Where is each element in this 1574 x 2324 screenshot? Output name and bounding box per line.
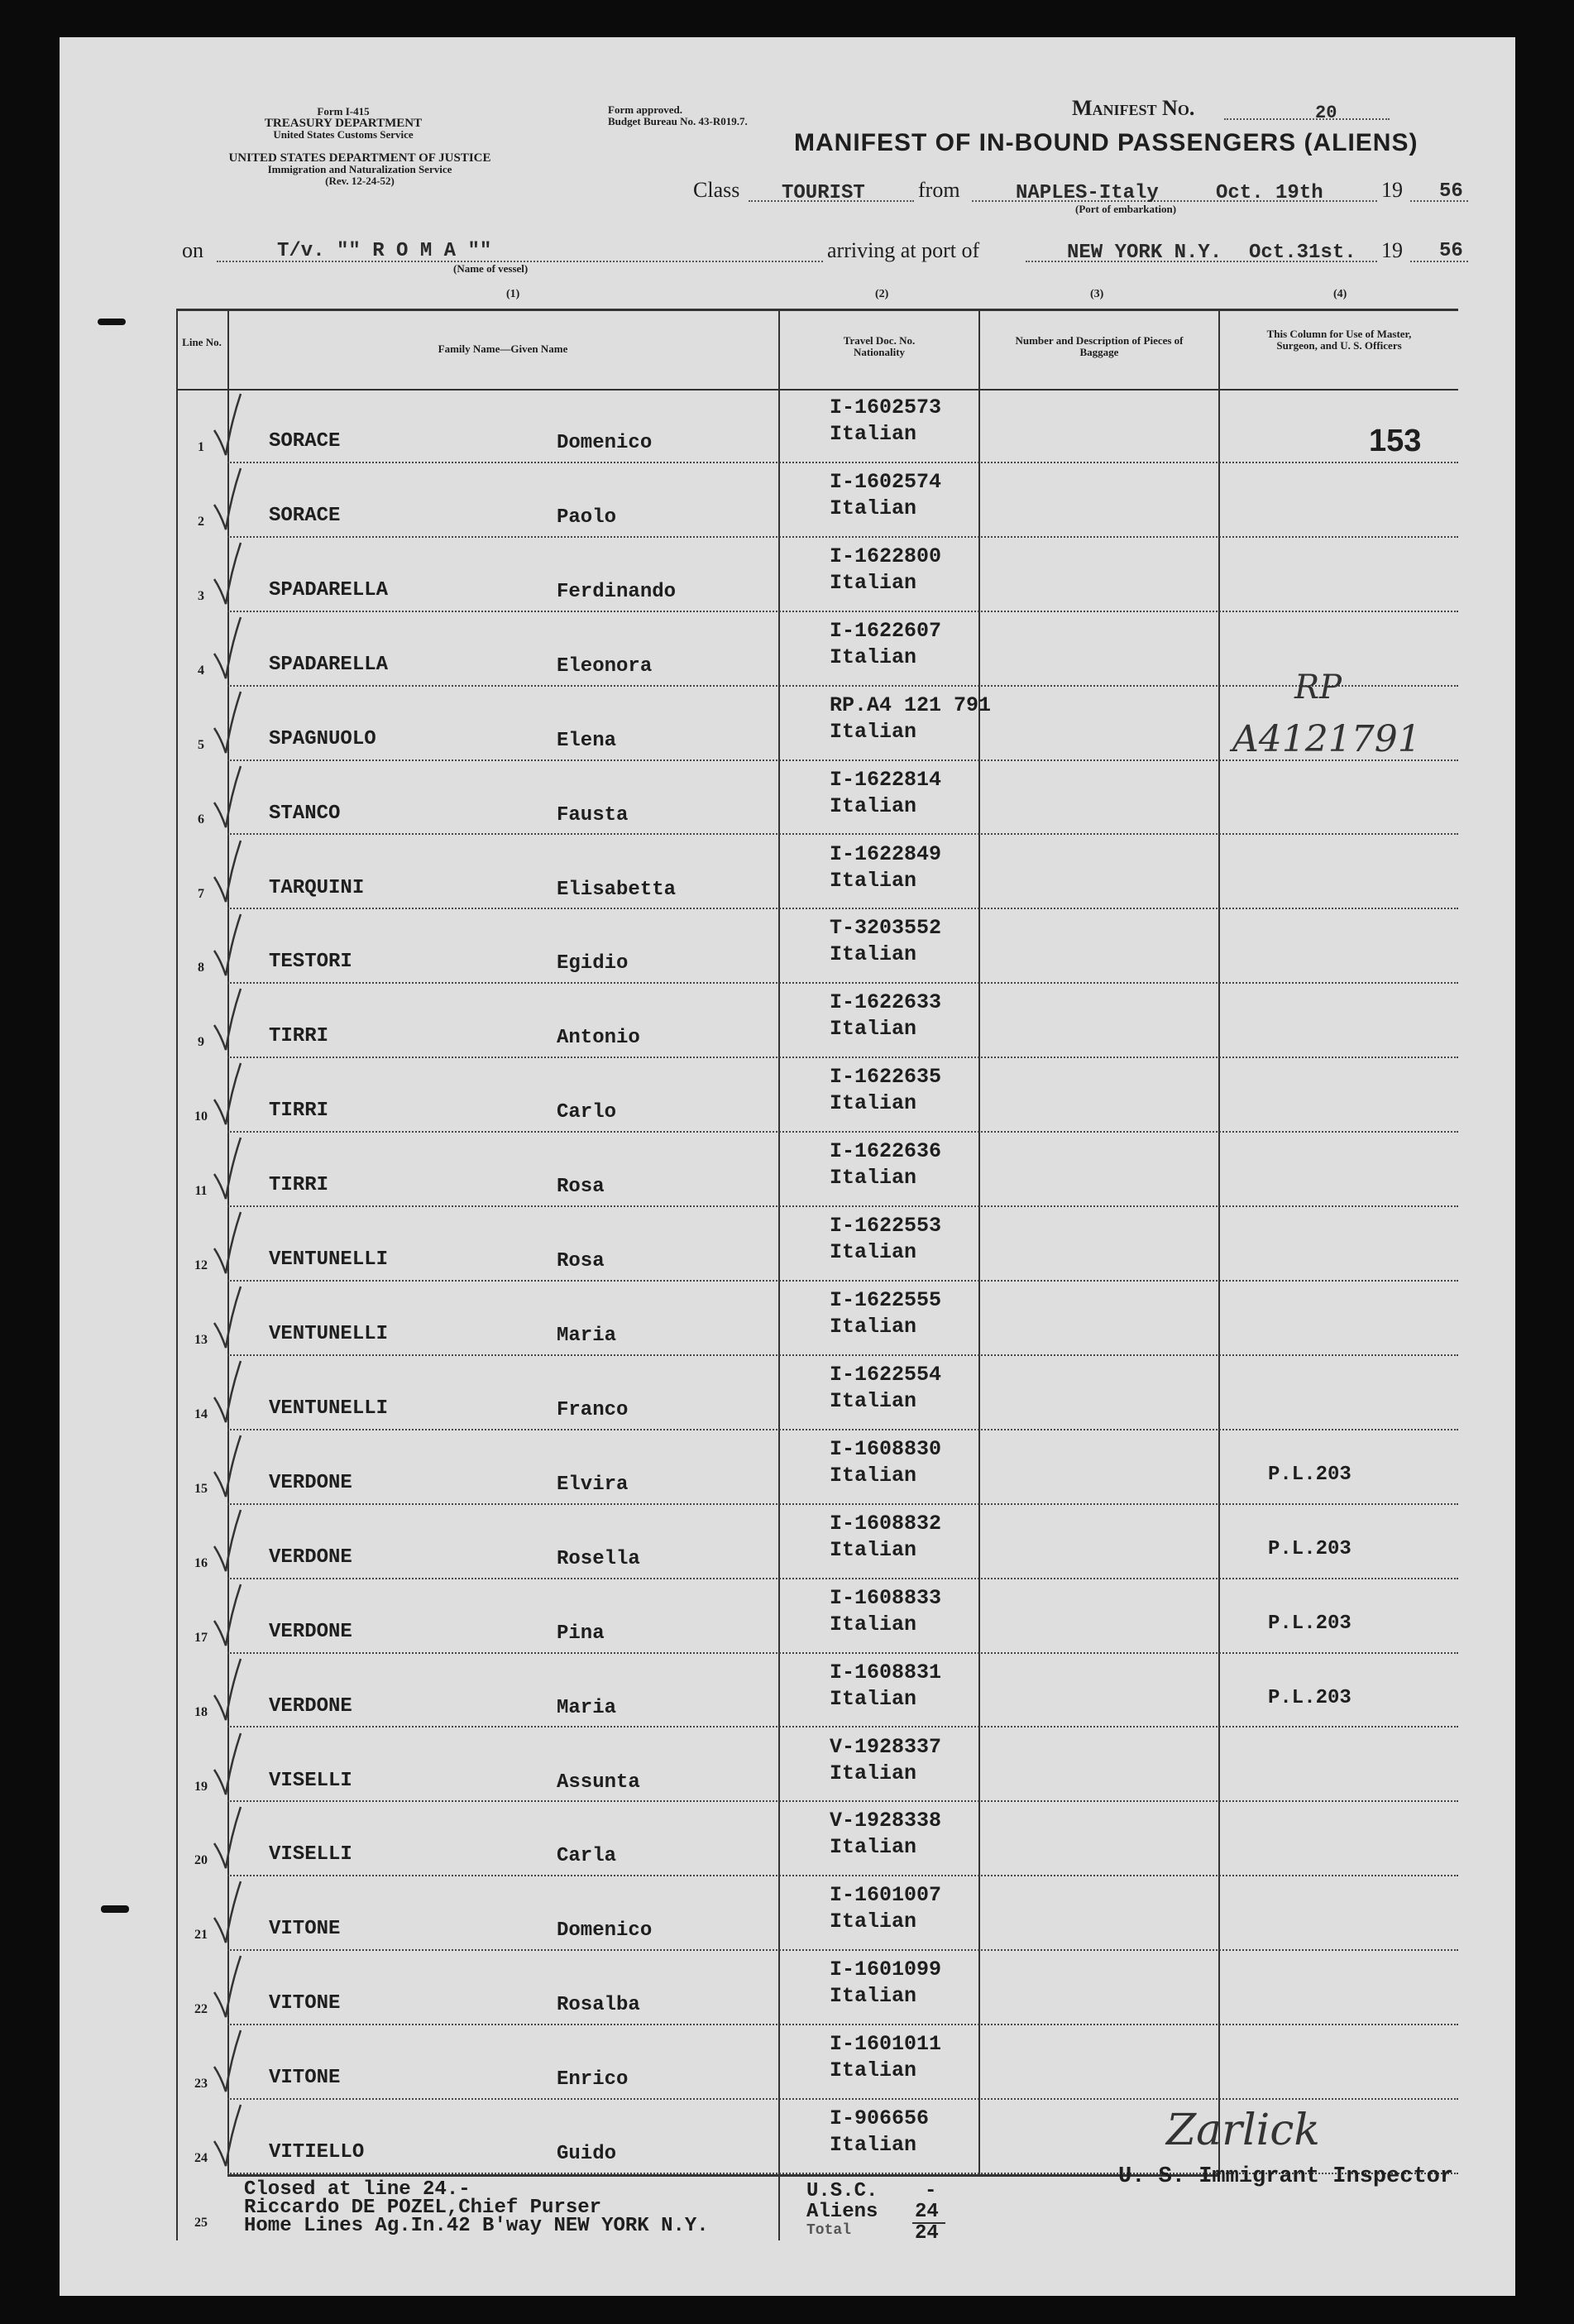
footer-total-label: Total: [806, 2222, 852, 2239]
row-line-number: 21: [194, 1928, 208, 1943]
row-travel-doc: I-1622553: [830, 1214, 942, 1239]
row-family-name: VENTUNELLI: [269, 1248, 389, 1272]
budget-bureau: Budget Bureau No. 43-R019.7.: [608, 115, 748, 127]
year2-label: 19: [1381, 238, 1403, 262]
row-travel-doc: V-1928338: [830, 1809, 942, 1833]
customs-service: United States Customs Service: [273, 128, 414, 141]
arriving-date: Oct.31st.: [1249, 242, 1356, 264]
footer-company: Home Lines Ag.In.42 B'way NEW YORK N.Y.: [244, 2215, 709, 2237]
footer-usc-value: -: [925, 2180, 937, 2202]
from-value: NAPLES-Italy: [1016, 182, 1159, 204]
row-line-number: 6: [198, 812, 204, 827]
th-baggage: Number and Description of Pieces of Baggage: [1015, 334, 1184, 358]
row-travel-doc: T-3203552: [830, 916, 942, 941]
row-family-name: SPAGNUOLO: [269, 727, 376, 750]
row-nationality: Italian: [830, 1388, 917, 1413]
row-line-number: 23: [194, 2077, 208, 2092]
row-given-name: Assunta: [557, 1771, 640, 1794]
col-num-3: (3): [1090, 288, 1104, 300]
row-line-number: 12: [194, 1258, 208, 1273]
row-given-name: Domenico: [557, 432, 653, 454]
year2-value: 56: [1439, 240, 1463, 262]
row-given-name: Carlo: [557, 1101, 617, 1124]
manifest-table: [176, 309, 1458, 2245]
row-nationality: Italian: [830, 1835, 917, 1860]
row-given-name: Maria: [557, 1325, 617, 1347]
row-given-name: Carla: [557, 1845, 617, 1868]
footer-closed: Closed at line 24.-: [244, 2178, 471, 2201]
manifest-title: MANIFEST OF IN-BOUND PASSENGERS (ALIENS): [794, 129, 1419, 156]
row-nationality: Italian: [830, 942, 917, 967]
row-family-name: VITONE: [269, 1918, 341, 1941]
class-label: Class: [693, 178, 740, 202]
row-nationality: Italian: [830, 1315, 917, 1339]
row-given-name: Elena: [557, 729, 617, 752]
table-row: [176, 1728, 1458, 1803]
table-row: [176, 1802, 1458, 1876]
row-travel-doc: I-1622800: [830, 544, 942, 568]
from-date: Oct. 19th: [1216, 182, 1323, 204]
row-travel-doc: I-1601007: [830, 1883, 942, 1908]
table-row: [176, 1876, 1458, 1951]
table-row: [176, 1058, 1458, 1133]
row-travel-doc: I-1622633: [830, 990, 942, 1015]
footer-usc-label: U.S.C.: [806, 2180, 878, 2202]
row-line-number: 1: [198, 440, 204, 454]
row-family-name: VITONE: [269, 2067, 341, 2090]
row-nationality: Italian: [830, 1017, 917, 1042]
row-travel-doc: V-1928337: [830, 1734, 942, 1759]
row-nationality: Italian: [830, 422, 917, 446]
row-family-name: SORACE: [269, 430, 341, 453]
row-given-name: Maria: [557, 1696, 617, 1719]
handwritten-rp: RP: [1294, 668, 1342, 707]
row-travel-doc: I-1622635: [830, 1065, 942, 1090]
row-family-name: VENTUNELLI: [269, 1397, 389, 1420]
row-line-number: 10: [194, 1109, 208, 1124]
footer-total-value: 24: [915, 2222, 939, 2245]
row-travel-doc: I-1608832: [830, 1511, 942, 1536]
row-travel-doc: I-1622555: [830, 1288, 942, 1312]
table-row: [176, 538, 1458, 612]
form-number: Form I-415: [317, 105, 370, 117]
row-family-name: VITONE: [269, 1992, 341, 2015]
inspector-label: U. S. Immigrant Inspector: [1118, 2164, 1454, 2189]
th-officers: This Column for Use of Master, Surgeon, and U. S. Officers: [1266, 328, 1412, 352]
row-family-name: VITIELLO: [269, 2141, 365, 2164]
port-embark-note: (Port of embarkation): [1075, 203, 1177, 215]
row-line-number: 16: [194, 1555, 208, 1570]
row-officer-note: P.L.203: [1268, 1612, 1352, 1635]
row-travel-doc: I-1601099: [830, 1957, 942, 1982]
handwritten-alien-number: A4121791: [1232, 718, 1421, 760]
table-row: [176, 1356, 1458, 1430]
col-num-2: (2): [875, 288, 889, 300]
row-given-name: Pina: [557, 1622, 605, 1645]
class-value: TOURIST: [782, 182, 865, 204]
th-travel-doc: Travel Doc. No. Nationality: [843, 334, 916, 358]
row-family-name: SPADARELLA: [269, 653, 389, 676]
row-family-name: TIRRI: [269, 1025, 329, 1048]
row-travel-doc: I-1608833: [830, 1585, 942, 1610]
table-row: [176, 1579, 1458, 1654]
row-family-name: VISELLI: [269, 1769, 352, 1792]
inspector-signature: Zarlick: [1166, 2106, 1320, 2155]
arriving-label: arriving at port of: [827, 238, 980, 262]
row-given-name: Guido: [557, 2143, 617, 2166]
row-officer-note: P.L.203: [1268, 1686, 1352, 1709]
row-nationality: Italian: [830, 2058, 917, 2083]
row-nationality: Italian: [830, 1984, 917, 2009]
row-nationality: Italian: [830, 868, 917, 893]
row-travel-doc: I-1622636: [830, 1139, 942, 1164]
row-given-name: Elisabetta: [557, 878, 677, 901]
col-num-1: (1): [506, 288, 520, 300]
row-line-number: 11: [194, 1184, 208, 1199]
from-label: from: [918, 178, 960, 202]
row-family-name: VERDONE: [269, 1545, 352, 1569]
th-name: Family Name—Given Name: [438, 343, 568, 355]
row-travel-doc: I-1602574: [830, 469, 942, 494]
row-nationality: Italian: [830, 1686, 917, 1711]
row-given-name: Domenico: [557, 1919, 653, 1943]
row-nationality: Italian: [830, 1240, 917, 1265]
row-line-number: 22: [194, 2002, 208, 2017]
row-line-number: 4: [198, 663, 204, 678]
row-travel-doc: I-1622554: [830, 1362, 942, 1387]
row-nationality: Italian: [830, 1091, 917, 1116]
row-given-name: Rosa: [557, 1176, 605, 1199]
vessel-note: (Name of vessel): [453, 262, 529, 275]
row-nationality: Italian: [830, 2133, 917, 2158]
row-given-name: Rosalba: [557, 1994, 640, 2017]
row-given-name: Enrico: [557, 2068, 629, 2092]
row-travel-doc: I-1608831: [830, 1660, 942, 1684]
row-family-name: VERDONE: [269, 1620, 352, 1643]
treasury-dept: TREASURY DEPARTMENT: [264, 117, 423, 130]
row-travel-doc: RP.A4 121 791: [830, 692, 992, 717]
row-family-name: TIRRI: [269, 1174, 329, 1197]
margin-mark: [101, 1905, 129, 1913]
row-given-name: Elvira: [557, 1473, 629, 1496]
count-annotation: 153: [1369, 424, 1422, 458]
row-family-name: SORACE: [269, 504, 341, 527]
row-travel-doc: I-1622814: [830, 767, 942, 792]
table-row: [176, 1133, 1458, 1207]
row-travel-doc: I-1622607: [830, 618, 942, 643]
row-line-number: 9: [198, 1035, 204, 1050]
justice-dept: UNITED STATES DEPARTMENT OF JUSTICE: [228, 151, 491, 165]
row-nationality: Italian: [830, 570, 917, 595]
row-family-name: SPADARELLA: [269, 578, 389, 601]
table-row: [176, 1654, 1458, 1728]
row-line-number: 18: [194, 1704, 208, 1719]
table-row: [176, 836, 1458, 910]
row-family-name: TARQUINI: [269, 876, 365, 899]
row-nationality: Italian: [830, 1166, 917, 1191]
row-nationality: Italian: [830, 1537, 917, 1562]
ins-service: Immigration and Naturalization Service: [267, 163, 452, 175]
table-row: [176, 984, 1458, 1058]
row-given-name: Rosa: [557, 1250, 605, 1273]
table-row: [176, 909, 1458, 984]
row-family-name: TESTORI: [269, 951, 352, 974]
row-line-number: 24: [194, 2151, 208, 2166]
row-given-name: Franco: [557, 1398, 629, 1421]
row-family-name: VERDONE: [269, 1694, 352, 1718]
table-row: [176, 761, 1458, 836]
row-line-number: 14: [194, 1406, 208, 1421]
row-family-name: VISELLI: [269, 1843, 352, 1866]
row-officer-note: P.L.203: [1268, 1463, 1352, 1486]
row-nationality: Italian: [830, 719, 917, 744]
row-family-name: VERDONE: [269, 1471, 352, 1494]
row-travel-doc: I-906656: [830, 2106, 930, 2131]
row-line-number: 2: [198, 514, 204, 529]
row-line-number: 19: [194, 1779, 208, 1794]
row-family-name: STANCO: [269, 802, 341, 825]
year-value: 56: [1439, 180, 1463, 203]
table-row: [176, 612, 1458, 687]
table-row: [176, 463, 1458, 538]
footer-aliens-label: Aliens: [806, 2201, 878, 2223]
footer-aliens-value: 24: [915, 2201, 939, 2223]
margin-mark: [98, 319, 126, 325]
row-nationality: Italian: [830, 496, 917, 520]
row-nationality: Italian: [830, 1910, 917, 1934]
footer-purser: Riccardo DE POZEL,Chief Purser: [244, 2197, 602, 2219]
row-line-number: 8: [198, 961, 204, 975]
arriving-port: NEW YORK N.Y.: [1067, 242, 1222, 264]
row-given-name: Rosella: [557, 1547, 640, 1570]
row-line-number: 17: [194, 1630, 208, 1645]
row-given-name: Paolo: [557, 506, 617, 529]
table-row: [176, 1951, 1458, 2025]
manifest-no-label: Manifest No.: [1072, 96, 1195, 120]
footer-line-no: 25: [194, 2216, 208, 2230]
row-line-number: 5: [198, 737, 204, 752]
table-row: [176, 389, 1458, 463]
row-nationality: Italian: [830, 1463, 917, 1488]
row-line-number: 13: [194, 1333, 208, 1347]
table-row: [176, 1207, 1458, 1282]
row-line-number: 3: [198, 588, 204, 603]
table-row: [176, 1505, 1458, 1579]
row-nationality: Italian: [830, 1612, 917, 1636]
row-nationality: Italian: [830, 1761, 917, 1785]
on-label: on: [182, 238, 203, 262]
revision: (Rev. 12-24-52): [325, 175, 395, 187]
table-row: [176, 1430, 1458, 1505]
row-travel-doc: I-1608830: [830, 1436, 942, 1461]
manifest-no-value: 20: [1315, 103, 1337, 123]
form-approved: Form approved.: [608, 103, 683, 116]
row-line-number: 7: [198, 886, 204, 901]
row-line-number: 15: [194, 1481, 208, 1496]
year-label: 19: [1381, 178, 1403, 202]
row-officer-note: P.L.203: [1268, 1537, 1352, 1560]
row-family-name: TIRRI: [269, 1100, 329, 1123]
row-given-name: Antonio: [557, 1027, 640, 1050]
vessel-name: T/v. "" R O M A "": [277, 240, 492, 262]
table-row: [176, 2025, 1458, 2100]
row-given-name: Eleonora: [557, 654, 653, 678]
row-travel-doc: I-1601011: [830, 2032, 942, 2057]
row-nationality: Italian: [830, 644, 917, 669]
th-line-no: Line No.: [182, 336, 222, 348]
table-row: [176, 1282, 1458, 1356]
row-given-name: Egidio: [557, 952, 629, 975]
row-line-number: 20: [194, 1853, 208, 1868]
col-num-4: (4): [1333, 288, 1347, 300]
row-given-name: Fausta: [557, 803, 629, 827]
row-given-name: Ferdinando: [557, 580, 677, 603]
row-travel-doc: I-1602573: [830, 395, 942, 419]
row-travel-doc: I-1622849: [830, 841, 942, 866]
row-nationality: Italian: [830, 793, 917, 818]
row-family-name: VENTUNELLI: [269, 1323, 389, 1345]
